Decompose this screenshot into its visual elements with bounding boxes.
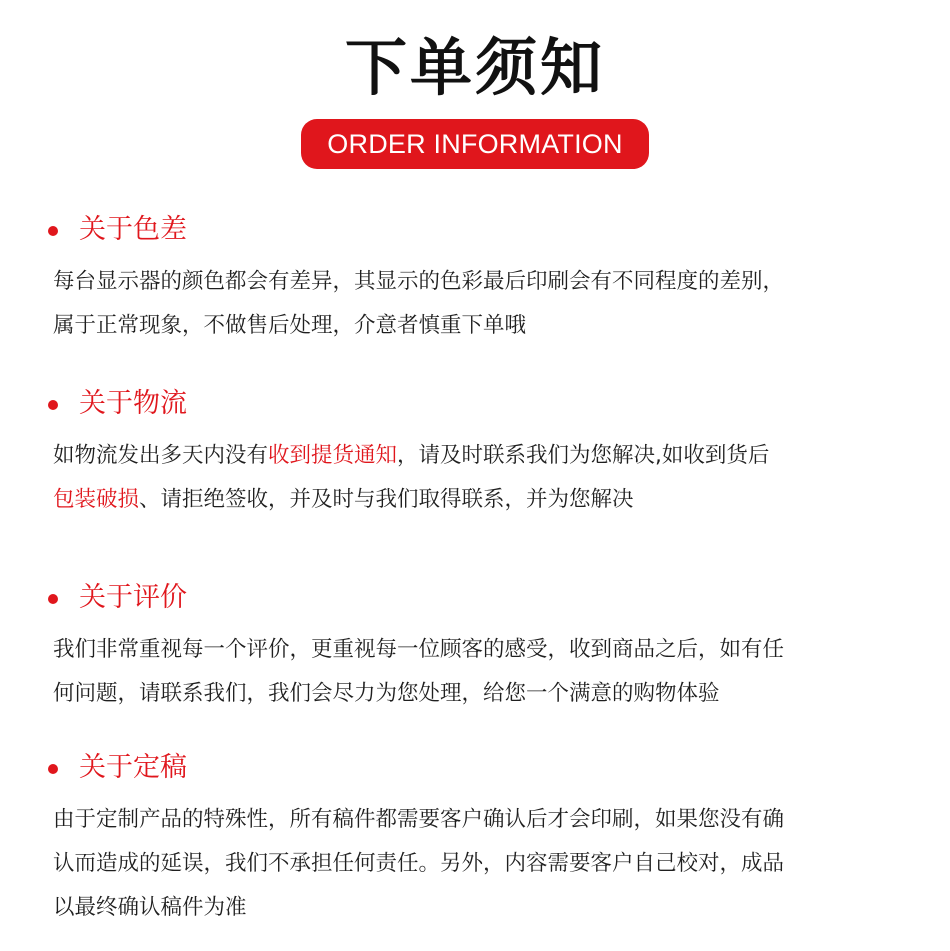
body-line: 以最终确认稿件为准: [53, 895, 247, 920]
body-text: ，请及时联系我们为您解决,如收到货后: [397, 443, 770, 468]
body-line: 我们非常重视每一个评价，更重视每一位顾客的感受，收到商品之后，如有任: [53, 637, 785, 662]
body-text: 如物流发出多天内没有: [53, 443, 269, 468]
section-title: 关于物流: [79, 388, 187, 419]
body-line: 由于定制产品的特殊性，所有稿件都需要客户确认后才会印刷，如果您没有确: [53, 807, 785, 832]
body-line: [53, 478, 903, 522]
body-line: 属于正常现象，不做售后处理，介意者慎重下单哦: [53, 313, 527, 338]
section-title: 关于定稿: [79, 752, 187, 783]
section-body: [53, 434, 903, 522]
body-line: 何问题，请联系我们，我们会尽力为您处理，给您一个满意的购物体验: [53, 681, 720, 706]
bullet-dot-icon: [48, 226, 58, 236]
section-body: [53, 260, 903, 348]
page-title: 下单须知: [344, 31, 605, 104]
bullet-dot-icon: [48, 764, 58, 774]
body-line: [53, 434, 903, 478]
highlight-text: 包装破损: [53, 487, 140, 512]
bullet-dot-icon: [48, 594, 58, 604]
section-title: 关于评价: [79, 582, 187, 613]
section-body: [53, 628, 903, 716]
bullet-dot-icon: [48, 400, 58, 410]
order-information-badge: ORDER INFORMATION: [301, 119, 649, 169]
highlight-text: 收到提货通知: [268, 443, 398, 468]
body-line: 每台显示器的颜色都会有差异，其显示的色彩最后印刷会有不同程度的差别，: [53, 269, 785, 294]
section-body: [53, 798, 903, 930]
body-line: 认而造成的延误，我们不承担任何责任。另外，内容需要客户自己校对，成品: [53, 851, 785, 876]
body-text: 、请拒绝签收，并及时与我们取得联系，并为您解决: [139, 487, 634, 512]
section-title: 关于色差: [79, 214, 187, 245]
